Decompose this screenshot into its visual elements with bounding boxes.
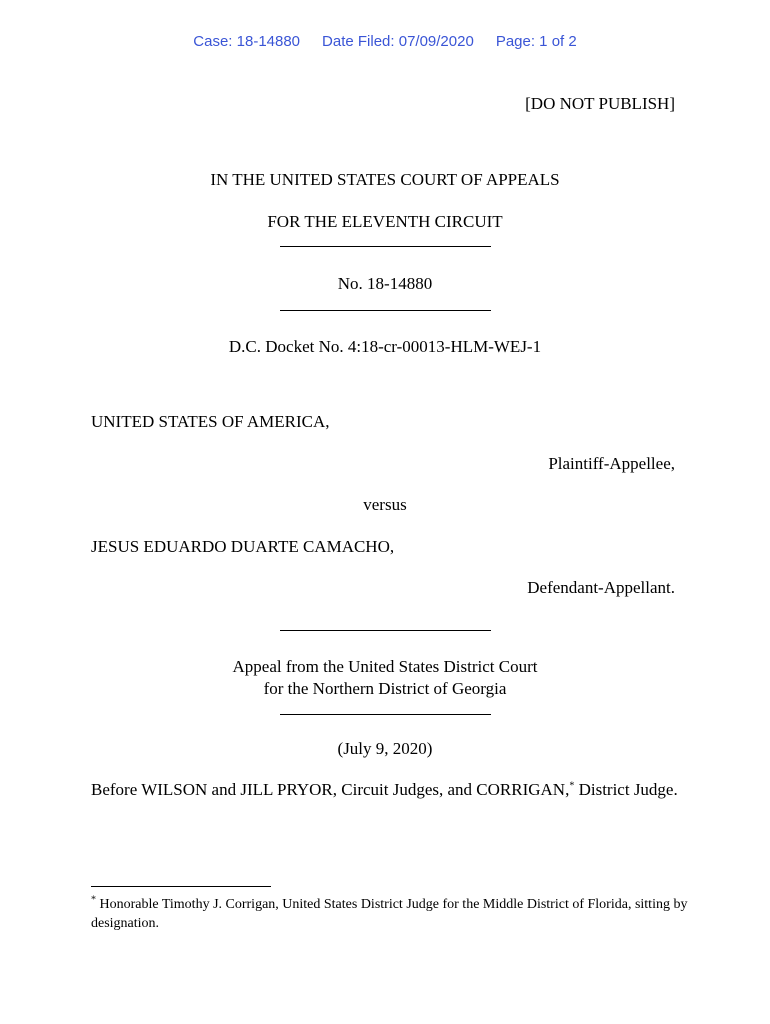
- divider: [280, 714, 491, 715]
- panel-text: Before WILSON and JILL PRYOR, Circuit Judges, and CORRIGAN,: [91, 780, 570, 799]
- defendant-name: JESUS EDUARDO DUARTE CAMACHO,: [91, 537, 395, 556]
- divider: [280, 310, 491, 311]
- case-number: No. 18-14880: [337, 274, 433, 293]
- versus-text: versus: [363, 495, 407, 514]
- defendant-role: Defendant-Appellant.: [527, 578, 675, 597]
- plaintiff-name: UNITED STATES OF AMERICA,: [91, 412, 330, 431]
- stamp-case: Case: 18-14880: [193, 33, 301, 50]
- panel-text-end: District Judge.: [574, 780, 678, 799]
- circuit-title: FOR THE ELEVENTH CIRCUIT: [267, 212, 503, 231]
- footnote-marker: *: [569, 780, 575, 792]
- appeal-line-1: Appeal from the United States District Court: [232, 657, 538, 676]
- docket-number: D.C. Docket No. 4:18-cr-00013-HLM-WEJ-1: [228, 337, 542, 356]
- plaintiff-role: Plaintiff-Appellee,: [548, 454, 675, 473]
- divider: [280, 246, 491, 247]
- appeal-line-2: for the Northern District of Georgia: [263, 679, 507, 698]
- stamp-page: Page: 1 of 2: [495, 33, 577, 50]
- court-title: IN THE UNITED STATES COURT OF APPEALS: [210, 170, 560, 189]
- footnote-rule: [91, 886, 271, 887]
- decision-date: (July 9, 2020): [337, 739, 433, 758]
- footnote-marker: *: [91, 894, 96, 906]
- footnote-text: Honorable Timothy J. Corrigan, United States District Judge for the Middle District of Florida, sitting by designation.: [91, 897, 688, 931]
- filing-stamp: [0, 33, 770, 50]
- divider: [280, 630, 491, 631]
- panel-paragraph: [91, 779, 681, 800]
- publish-note: [DO NOT PUBLISH]: [525, 94, 675, 113]
- footnote: [91, 895, 691, 933]
- stamp-date-filed: Date Filed: 07/09/2020: [322, 33, 474, 50]
